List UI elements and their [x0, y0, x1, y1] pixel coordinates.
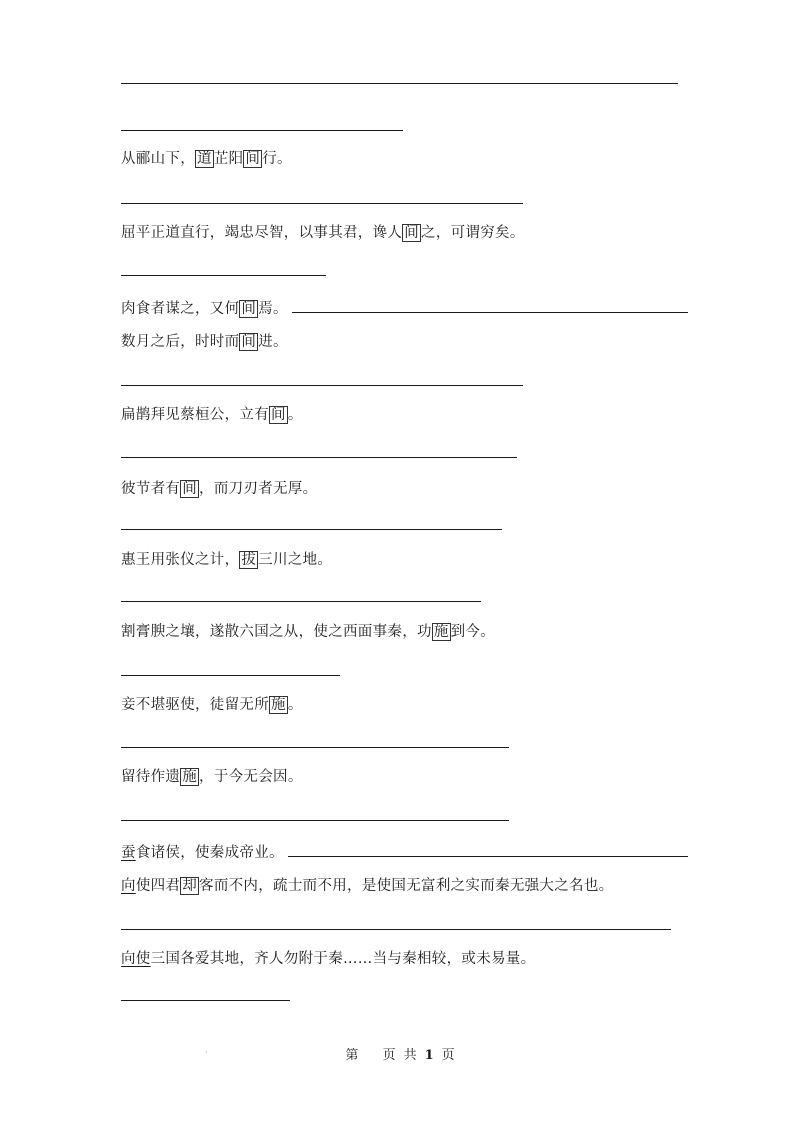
sentence-10	[121, 768, 303, 786]
text: 客而不内，疏士而不用，是使国无富利之实而秦无强大之名也。	[199, 878, 614, 894]
text: 屈平正道直行，竭忠尽智，以事其君，谗人	[121, 225, 403, 241]
sentence-5	[121, 406, 303, 424]
answer-line	[121, 601, 481, 602]
boxed-char: 施	[182, 769, 198, 785]
boxed-char: 拔	[241, 552, 257, 568]
sentence-8	[121, 623, 495, 641]
text: 使四君	[135, 878, 181, 894]
answer-line	[121, 747, 509, 748]
text: 割膏腴之壤，遂散六国之从，使之西面事秦，功	[121, 624, 432, 640]
boxed-char: 间	[271, 407, 286, 423]
text: 彼节者有	[121, 481, 181, 497]
boxed-char: 道	[197, 151, 212, 167]
underlined-phrase: 向使	[121, 951, 151, 967]
text: 到今。	[450, 624, 496, 640]
answer-line	[121, 820, 509, 821]
sentence-1	[121, 150, 292, 168]
text: 芷阳	[213, 151, 244, 167]
footer-gong: 共	[403, 1048, 417, 1063]
sentence-4	[121, 333, 288, 351]
sentence-11	[121, 842, 688, 862]
text: ，于今无会因。	[199, 769, 303, 785]
boxed-char: 间	[182, 481, 198, 497]
text: 妾不堪驱使，徒留无所	[121, 697, 269, 713]
answer-line	[121, 1000, 290, 1001]
text: 焉。	[258, 301, 288, 317]
answer-line	[121, 130, 403, 131]
boxed-char: 间	[404, 225, 420, 241]
sentence-13	[121, 950, 535, 968]
answer-line	[121, 83, 678, 84]
sentence-12	[121, 877, 613, 895]
answer-line	[121, 929, 671, 930]
footer-total-pages: 1	[424, 1048, 434, 1063]
text: 从郦山下，	[121, 151, 195, 167]
boxed-char: 却	[182, 878, 198, 894]
text: 行。	[262, 151, 292, 167]
text: 惠王用张仪之计，	[121, 552, 240, 568]
sentence-7	[121, 551, 332, 569]
underlined-char: 向	[121, 878, 136, 894]
boxed-char: 施	[271, 697, 286, 713]
footer-di: 第	[345, 1048, 359, 1063]
answer-line	[121, 275, 326, 276]
boxed-char: 间	[241, 301, 257, 317]
answer-line	[121, 529, 502, 530]
text: 进。	[258, 334, 288, 350]
sentence-6	[121, 480, 317, 498]
text: ，而刀刃者无厚。	[199, 481, 318, 497]
page-footer	[0, 1044, 800, 1063]
answer-line	[121, 203, 523, 204]
footer-page-blank	[366, 1048, 374, 1063]
text: 肉食者谋之，又何	[121, 301, 240, 317]
sentence-2	[121, 224, 525, 242]
footer-ye: 页	[382, 1048, 396, 1063]
sentence-9	[121, 696, 303, 714]
boxed-char: 间	[245, 151, 261, 167]
text: 留待作遗	[121, 769, 181, 785]
text: 。	[287, 407, 303, 423]
boxed-char: 施	[433, 624, 449, 640]
text: 食诸侯，使秦成帝业。	[135, 845, 284, 861]
text: 扁鹊拜见蔡桓公，立有	[121, 407, 269, 423]
text: 三国各爱其地，齐人勿附于秦……当与秦相较，或未易量。	[150, 951, 536, 967]
page-mark: ·	[205, 1048, 208, 1057]
text: 数月之后，时时而	[121, 334, 240, 350]
underlined-char: 蚕	[121, 845, 136, 861]
answer-line	[121, 675, 340, 676]
answer-line	[121, 385, 523, 386]
answer-line	[121, 457, 517, 458]
boxed-char: 间	[241, 334, 257, 350]
answer-line	[288, 842, 688, 857]
text: 之，可谓穷矣。	[421, 225, 525, 241]
text: 。	[287, 697, 303, 713]
sentence-3	[121, 298, 688, 318]
footer-ye-2: 页	[441, 1048, 455, 1063]
text: 三川之地。	[258, 552, 333, 568]
answer-line	[292, 298, 688, 313]
